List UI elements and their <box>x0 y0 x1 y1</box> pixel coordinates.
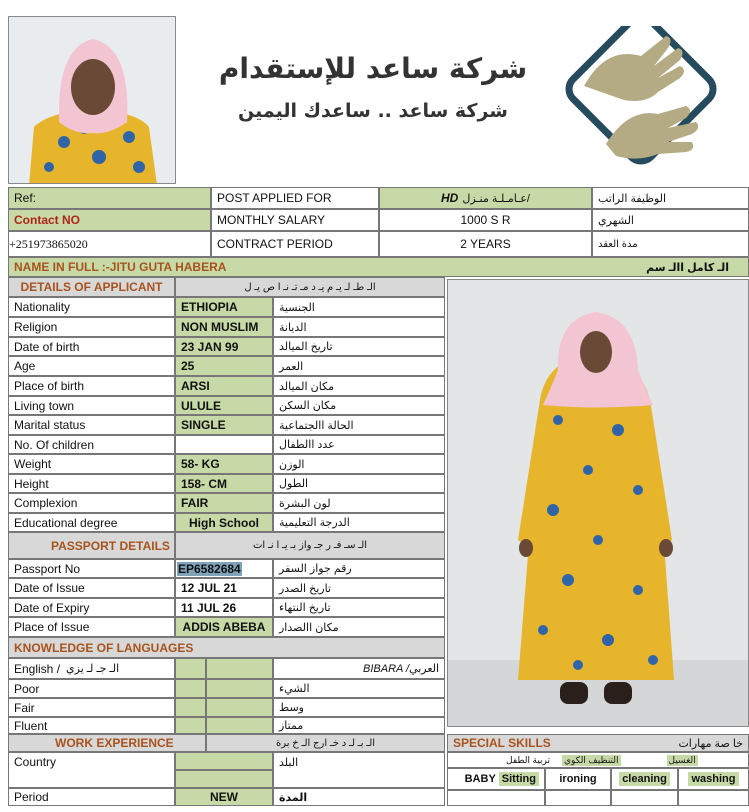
contact-value: +251973865020 <box>8 231 211 257</box>
language-level-label: Poor <box>8 679 175 698</box>
skill-empty-cell <box>545 790 611 806</box>
english-level-col-1 <box>175 658 206 679</box>
monthly-salary-ar: الشهري <box>592 209 749 231</box>
applicant-section-title-ar: الـ طـ لـ يـ م يـ د مـ تـ نـ ا ص يـ ل <box>175 277 445 297</box>
language-level-ar: ممتاز <box>273 717 445 734</box>
work-country-value-2 <box>175 770 273 788</box>
skill-empty-cell <box>678 790 749 806</box>
detail-row-label: Marital status <box>8 415 175 435</box>
passport-row-label: Date of Issue <box>8 578 175 598</box>
skills-title: SPECIAL SKILLS <box>453 736 551 750</box>
skill-cleaning <box>611 768 678 790</box>
detail-row-label: Date of birth <box>8 337 175 356</box>
detail-row-ar: الطول <box>273 474 445 493</box>
work-section-title: WORK EXPERIENCE <box>8 734 206 752</box>
passport-row-value: 12 JUL 21 <box>175 578 273 598</box>
language-level-cell <box>206 717 273 734</box>
work-period-value: NEW <box>175 788 273 806</box>
detail-row-label: Nationality <box>8 297 175 317</box>
language-level-label: Fair <box>8 698 175 717</box>
skill-empty-cell <box>447 790 545 806</box>
work-section-title-ar: الـ بـ لـ د خـ ارج الـ خ برة <box>206 734 445 752</box>
monthly-salary-value: 1000 S R <box>379 209 592 231</box>
passport-row-label: Place of Issue <box>8 617 175 637</box>
detail-row-value: FAIR <box>175 493 273 513</box>
post-applied-label: POST APPLIED FOR <box>211 187 379 209</box>
detail-row-ar: العمر <box>273 356 445 376</box>
skill-ar-washing: الغسيل <box>668 754 696 765</box>
applicant-full-body-photo <box>447 279 749 727</box>
passport-row-label: Passport No <box>8 559 175 578</box>
detail-row-label: Place of birth <box>8 376 175 396</box>
contract-period-label: CONTRACT PERIOD <box>211 231 379 257</box>
skill-sitting: Sitting <box>499 772 539 786</box>
english-label-ar: الـ جـ لـ يزي <box>66 663 120 675</box>
detail-row-ar: تاريخ الميالد <box>273 337 445 356</box>
helping-hands-logo <box>546 26 736 174</box>
full-name-label: NAME IN FULL :-JITU GUTA HABERA <box>14 260 227 274</box>
language-level-cell <box>175 698 206 717</box>
passport-section-title-ar: الـ سـ فـ ر جـ واز بـ يـ ا نـ ات <box>175 532 445 559</box>
passport-section-title: PASSPORT DETAILS <box>8 532 175 559</box>
ref-label: Ref: <box>8 187 211 209</box>
detail-row-value: ETHIOPIA <box>175 297 273 317</box>
full-name-label-ar: الـ كامل االـ سم <box>646 261 729 274</box>
detail-row-ar: مكان الميالد <box>273 376 445 396</box>
detail-row-value: NON MUSLIM <box>175 317 273 337</box>
arabic-label: BIBARA / <box>363 662 410 675</box>
work-country-value <box>175 752 273 770</box>
skill-baby-prefix: BABY <box>464 773 496 785</box>
passport-row-ar: رقم جواز السفر <box>273 559 445 578</box>
detail-row-value: 58- KG <box>175 454 273 474</box>
full-name-row <box>8 257 749 277</box>
portrait-illustration <box>9 17 176 184</box>
post-applied-ar: الوظيفة الراتب <box>592 187 749 209</box>
passport-row-ar: تاريخ الصدر <box>273 578 445 598</box>
detail-row-label: Weight <box>8 454 175 474</box>
passport-number-highlight: EP6582684 <box>178 561 241 576</box>
language-level-cell <box>175 679 206 698</box>
detail-row-label: Age <box>8 356 175 376</box>
passport-row-value: ADDIS ABEBA <box>175 617 273 637</box>
post-value-ar: عـامـلـة منـزل/ <box>462 192 530 205</box>
skill-ironing: ironing <box>545 768 611 790</box>
english-language-label <box>8 658 175 679</box>
detail-row-label: Educational degree <box>8 513 175 532</box>
language-level-cell <box>175 717 206 734</box>
detail-row-value: 25 <box>175 356 273 376</box>
arabic-label-ar: العربي <box>409 663 440 675</box>
contract-period-value: 2 YEARS <box>379 231 592 257</box>
detail-row-ar: الوزن <box>273 454 445 474</box>
skill-ar-childcare: تربية الطفل <box>506 754 551 765</box>
passport-row-value: 11 JUL 26 <box>175 598 273 617</box>
skills-title-ar: خا صة مهارات <box>678 737 743 750</box>
company-header <box>178 16 746 184</box>
passport-row-label: Date of Expiry <box>8 598 175 617</box>
work-period-label: Period <box>8 788 175 806</box>
detail-row-label: Living town <box>8 396 175 415</box>
detail-row-value: 158- CM <box>175 474 273 493</box>
work-period-ar: المدة <box>273 788 445 806</box>
language-level-label: Fluent <box>8 717 175 734</box>
detail-row-value: SINGLE <box>175 415 273 435</box>
english-label: English / <box>14 661 61 676</box>
contract-period-ar: مدة العقد <box>592 231 749 257</box>
detail-row-value: ULULE <box>175 396 273 415</box>
passport-row-value <box>175 559 273 578</box>
detail-row-ar: الحالة االجتماعية <box>273 415 445 435</box>
detail-row-label: Religion <box>8 317 175 337</box>
work-country-label: Country <box>8 752 175 788</box>
detail-row-ar: لون البشرة <box>273 493 445 513</box>
post-value-en: HD <box>441 191 459 205</box>
language-level-ar: وسط <box>273 698 445 717</box>
detail-row-value: 23 JAN 99 <box>175 337 273 356</box>
work-country-ar: البلد <box>273 752 445 788</box>
post-applied-value <box>379 187 592 209</box>
detail-row-label: No. Of children <box>8 435 175 454</box>
skills-arabic-row <box>447 752 749 768</box>
company-tagline: شركة ساعد .. ساعدك اليمين <box>238 100 508 122</box>
english-level-col-2 <box>206 658 273 679</box>
language-level-cell <box>206 679 273 698</box>
detail-row-ar: الجنسية <box>273 297 445 317</box>
detail-row-value: High School <box>175 513 273 532</box>
languages-section-title: KNOWLEDGE OF LANGUAGES <box>8 637 445 658</box>
monthly-salary-label: MONTHLY SALARY <box>211 209 379 231</box>
skill-washing-label: washing <box>688 772 738 786</box>
detail-row-ar: عدد االطفال <box>273 435 445 454</box>
detail-row-ar: الدرجة التعليمية <box>273 513 445 532</box>
skill-empty-cell <box>611 790 678 806</box>
detail-row-ar: مكان السكن <box>273 396 445 415</box>
skill-washing <box>678 768 749 790</box>
skill-baby-sitting <box>447 768 545 790</box>
skill-ar-cleaning: التنظيف الكوي <box>564 754 619 765</box>
applicant-portrait-photo <box>8 16 176 184</box>
arabic-language-label <box>273 658 445 679</box>
company-name: شركة ساعد للإستقدام <box>218 52 528 85</box>
contact-label: Contact NO <box>8 209 211 231</box>
full-body-illustration <box>448 280 749 727</box>
skill-cleaning-label: cleaning <box>619 772 670 786</box>
detail-row-label: Height <box>8 474 175 493</box>
applicant-section-title: DETAILS OF APPLICANT <box>8 277 175 297</box>
detail-row-label: Complexion <box>8 493 175 513</box>
detail-row-ar: الديانة <box>273 317 445 337</box>
skills-section-title <box>447 734 749 752</box>
detail-row-value: ARSI <box>175 376 273 396</box>
language-level-ar: الشيء <box>273 679 445 698</box>
language-level-cell <box>206 698 273 717</box>
detail-row-value <box>175 435 273 454</box>
passport-row-ar: مكان االصدار <box>273 617 445 637</box>
passport-row-ar: تاريخ النتهاء <box>273 598 445 617</box>
